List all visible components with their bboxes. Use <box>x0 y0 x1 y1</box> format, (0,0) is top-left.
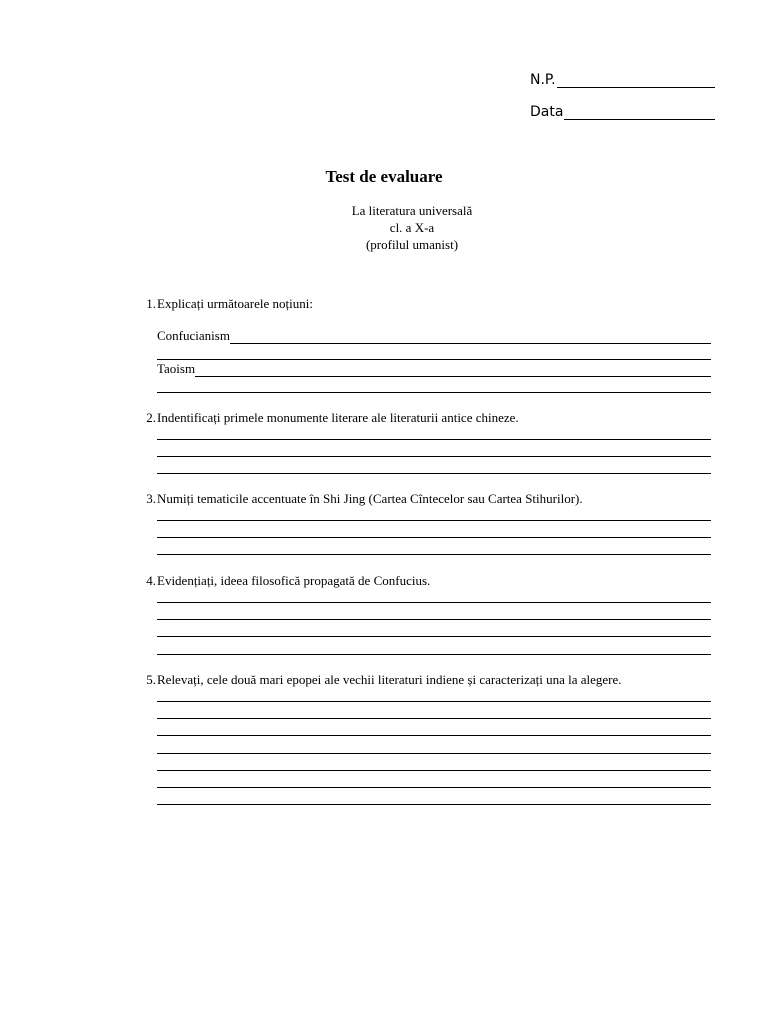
answer-line[interactable] <box>157 554 711 555</box>
answer-line[interactable] <box>157 753 711 754</box>
answer-line[interactable] <box>157 636 711 637</box>
term-taoism[interactable] <box>157 361 711 377</box>
answer-line[interactable] <box>195 364 711 377</box>
answer-line[interactable] <box>157 654 711 655</box>
answer-line[interactable] <box>157 456 711 457</box>
question-number: 5. <box>146 672 156 687</box>
question-number: 2. <box>146 410 156 425</box>
answer-line[interactable] <box>157 439 711 440</box>
question-5 <box>133 672 713 688</box>
answer-line[interactable] <box>157 701 711 702</box>
question-text: Numiți tematicile accentuate în Shi Jing (Cartea Cîntecelor sau Cartea Stihurilor). <box>157 491 583 506</box>
answer-line[interactable] <box>157 804 711 805</box>
date-blank-line[interactable] <box>564 105 715 120</box>
answer-line[interactable] <box>157 520 711 521</box>
np-blank-line[interactable] <box>557 73 715 88</box>
page-title: Test de evaluare <box>325 167 443 186</box>
answer-line[interactable] <box>157 735 711 736</box>
date-field[interactable] <box>530 100 715 120</box>
answer-line[interactable] <box>157 718 711 719</box>
answer-line[interactable] <box>230 331 711 344</box>
subtitle-profile: (profilul umanist) <box>365 237 459 252</box>
student-name-field[interactable] <box>530 68 715 88</box>
answer-line[interactable] <box>157 359 711 360</box>
np-label: N.P. <box>530 72 556 88</box>
term-label: Confucianism <box>157 328 230 343</box>
question-number: 3. <box>146 491 156 506</box>
term-confucianism[interactable] <box>157 328 711 344</box>
question-text: Explicați următoarele noțiuni: <box>157 296 313 311</box>
answer-line[interactable] <box>157 787 711 788</box>
question-4 <box>133 573 713 589</box>
subtitle-class: cl. a X-a <box>389 220 435 235</box>
question-text: Relevați, cele două mari epopei ale vechii literaturi indiene și caracterizați una la alegere. <box>157 672 622 687</box>
answer-line[interactable] <box>157 770 711 771</box>
answer-line[interactable] <box>157 619 711 620</box>
question-text: Evidențiați, ideea filosofică propagată de Confucius. <box>157 573 431 588</box>
date-label: Data <box>530 104 564 120</box>
question-number: 1. <box>146 296 156 311</box>
question-3 <box>133 491 713 507</box>
answer-line[interactable] <box>157 392 711 393</box>
answer-line[interactable] <box>157 473 711 474</box>
question-text: Indentificați primele monumente literare ale literaturii antice chineze. <box>157 410 519 425</box>
answer-line[interactable] <box>157 602 711 603</box>
question-number: 4. <box>146 573 156 588</box>
answer-line[interactable] <box>157 537 711 538</box>
question-2 <box>133 410 713 426</box>
subtitle-subject: La literatura universală <box>351 203 473 218</box>
question-1 <box>133 296 713 312</box>
term-label: Taoism <box>157 361 196 376</box>
